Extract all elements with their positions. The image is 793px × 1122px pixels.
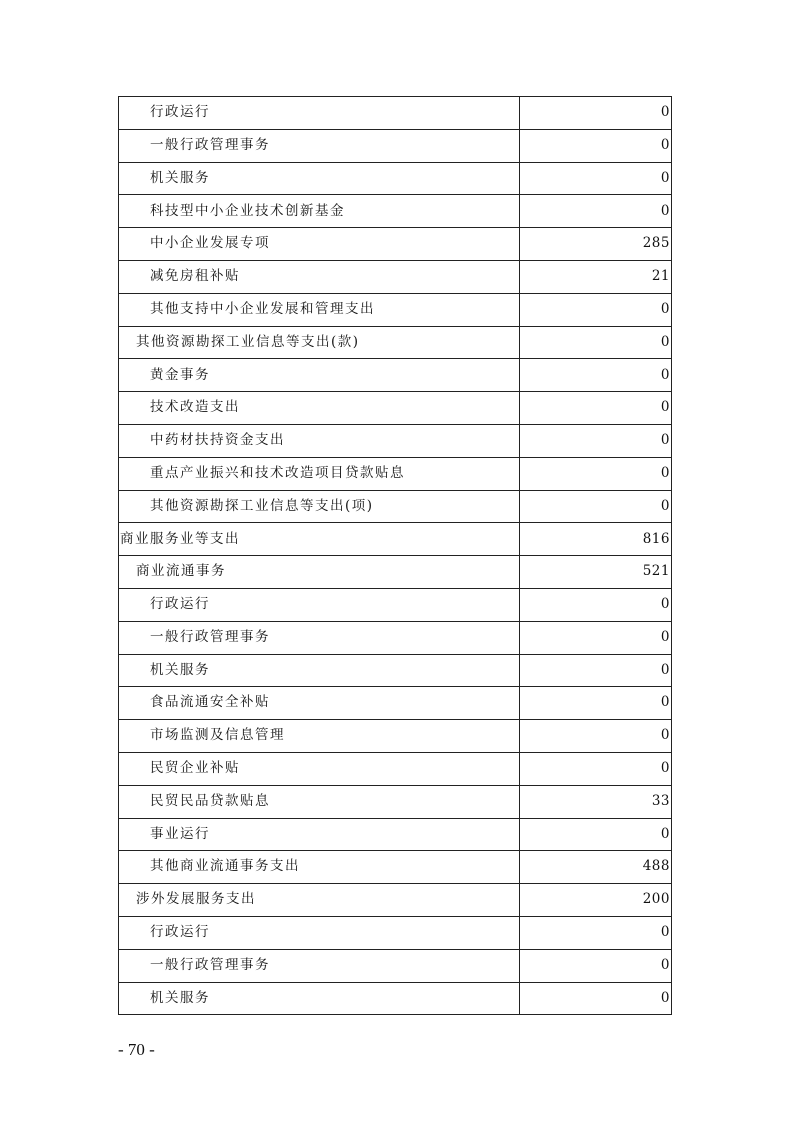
table-row xyxy=(119,228,672,261)
table-row xyxy=(119,457,672,490)
budget-table xyxy=(118,96,672,1015)
item-name-cell: 科技型中小企业技术创新基金 xyxy=(119,195,520,228)
table-row xyxy=(119,490,672,523)
item-name-cell: 其他资源勘探工业信息等支出(项) xyxy=(119,490,520,523)
item-name-cell: 商业服务业等支出 xyxy=(119,523,520,556)
amount-cell: 0 xyxy=(520,129,672,162)
amount-cell: 0 xyxy=(520,916,672,949)
table-row xyxy=(119,720,672,753)
table-row xyxy=(119,97,672,130)
amount-cell: 21 xyxy=(520,260,672,293)
item-name-cell: 事业运行 xyxy=(119,818,520,851)
item-name-cell: 中小企业发展专项 xyxy=(119,228,520,261)
amount-cell: 0 xyxy=(520,621,672,654)
item-name-cell: 行政运行 xyxy=(119,588,520,621)
table-row xyxy=(119,162,672,195)
amount-cell: 285 xyxy=(520,228,672,261)
item-name-cell: 行政运行 xyxy=(119,916,520,949)
amount-cell: 33 xyxy=(520,785,672,818)
table-row xyxy=(119,588,672,621)
amount-cell: 0 xyxy=(520,588,672,621)
table-row xyxy=(119,949,672,982)
amount-cell: 0 xyxy=(520,457,672,490)
table-row xyxy=(119,785,672,818)
item-name-cell: 民贸企业补贴 xyxy=(119,752,520,785)
amount-cell: 0 xyxy=(520,720,672,753)
item-name-cell: 一般行政管理事务 xyxy=(119,129,520,162)
page-number: - 70 - xyxy=(118,1040,155,1059)
amount-cell: 0 xyxy=(520,490,672,523)
table-row xyxy=(119,556,672,589)
item-name-cell: 商业流通事务 xyxy=(119,556,520,589)
item-name-cell: 机关服务 xyxy=(119,654,520,687)
table-row xyxy=(119,818,672,851)
amount-cell: 0 xyxy=(520,293,672,326)
table-row xyxy=(119,752,672,785)
table-row xyxy=(119,851,672,884)
item-name-cell: 行政运行 xyxy=(119,97,520,130)
item-name-cell: 机关服务 xyxy=(119,982,520,1015)
item-name-cell: 涉外发展服务支出 xyxy=(119,884,520,917)
amount-cell: 0 xyxy=(520,359,672,392)
table-row xyxy=(119,523,672,556)
table-row xyxy=(119,654,672,687)
item-name-cell: 民贸民品贷款贴息 xyxy=(119,785,520,818)
amount-cell: 0 xyxy=(520,687,672,720)
amount-cell: 0 xyxy=(520,195,672,228)
item-name-cell: 重点产业振兴和技术改造项目贷款贴息 xyxy=(119,457,520,490)
table-row xyxy=(119,293,672,326)
amount-cell: 0 xyxy=(520,818,672,851)
table-row xyxy=(119,982,672,1015)
table-body xyxy=(119,97,672,1015)
table-row xyxy=(119,129,672,162)
table-row xyxy=(119,326,672,359)
table-row xyxy=(119,916,672,949)
item-name-cell: 其他支持中小企业发展和管理支出 xyxy=(119,293,520,326)
table-row xyxy=(119,359,672,392)
table-row xyxy=(119,687,672,720)
amount-cell: 488 xyxy=(520,851,672,884)
amount-cell: 0 xyxy=(520,162,672,195)
table-row xyxy=(119,424,672,457)
table-row xyxy=(119,621,672,654)
amount-cell: 0 xyxy=(520,97,672,130)
item-name-cell: 市场监测及信息管理 xyxy=(119,720,520,753)
table-row xyxy=(119,260,672,293)
item-name-cell: 食品流通安全补贴 xyxy=(119,687,520,720)
table-row xyxy=(119,195,672,228)
item-name-cell: 黄金事务 xyxy=(119,359,520,392)
amount-cell: 0 xyxy=(520,982,672,1015)
table-row xyxy=(119,884,672,917)
amount-cell: 0 xyxy=(520,654,672,687)
item-name-cell: 其他资源勘探工业信息等支出(款) xyxy=(119,326,520,359)
amount-cell: 0 xyxy=(520,949,672,982)
item-name-cell: 一般行政管理事务 xyxy=(119,949,520,982)
item-name-cell: 减免房租补贴 xyxy=(119,260,520,293)
amount-cell: 0 xyxy=(520,752,672,785)
amount-cell: 816 xyxy=(520,523,672,556)
item-name-cell: 其他商业流通事务支出 xyxy=(119,851,520,884)
amount-cell: 521 xyxy=(520,556,672,589)
amount-cell: 200 xyxy=(520,884,672,917)
item-name-cell: 一般行政管理事务 xyxy=(119,621,520,654)
amount-cell: 0 xyxy=(520,326,672,359)
item-name-cell: 机关服务 xyxy=(119,162,520,195)
amount-cell: 0 xyxy=(520,424,672,457)
item-name-cell: 技术改造支出 xyxy=(119,392,520,425)
amount-cell: 0 xyxy=(520,392,672,425)
item-name-cell: 中药材扶持资金支出 xyxy=(119,424,520,457)
table-row xyxy=(119,392,672,425)
